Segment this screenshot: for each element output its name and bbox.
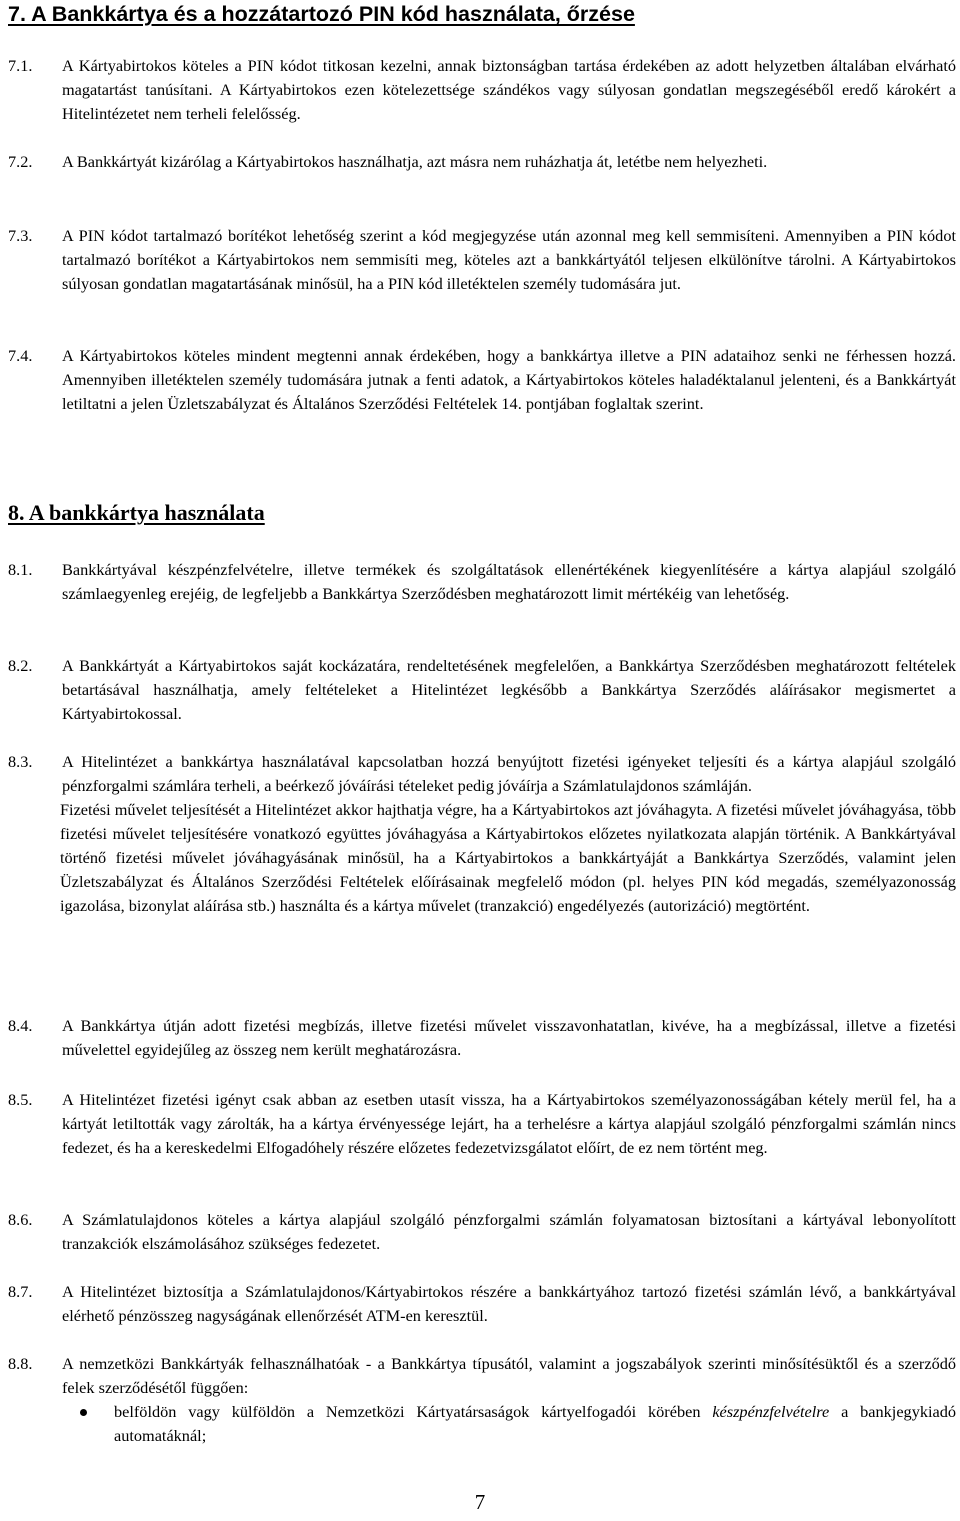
paragraph-number: 7.1. [8, 56, 33, 75]
paragraph-number: 7.2. [8, 152, 33, 171]
paragraph-text: A Kártyabirtokos köteles mindent megtenni annak érdekében, hogy a bankkártya illetve a PIN adataihoz senki ne férhessen hozzá. Amennyiben illetéktelen személy tudomására jutnak a fenti adatok, a Kártyabirtokos köteles haladéktalanul jelenteni, és a Bankkártyát letiltatni a jelen Üzletszabályzat és Általános Szerződési Feltételek 14. pontjában foglaltak szerint. [62, 346, 956, 413]
paragraph-8-8 [8, 1352, 956, 1448]
bullet-dot-icon [80, 1409, 87, 1416]
paragraph-number: 7.4. [8, 346, 33, 365]
paragraph-number: 8.2. [8, 656, 33, 675]
paragraph-text: A Hitelintézet biztosítja a Számlatulajdonos/Kártyabirtokos részére a bankkártyához tartozó fizetési számlán lévő, a bankkártyával elérhető pénzösszeg nagyságának ellenőrzését ATM-en keresztül. [62, 1282, 956, 1325]
paragraph-8-4 [8, 1014, 956, 1062]
paragraph-text: A Kártyabirtokos köteles a PIN kódot titkosan kezelni, annak biztonságban tartása érdekében az adott helyzetben általában elvárható magatartást tanúsítani. A Kártyabirtokos ezen kötelezettsége szándékos vagy súlyosan gondatlan megszegéséből eredő károkért a Hitelintézetet nem terheli felelősség. [62, 56, 956, 123]
section-8-heading: 8. A bankkártya használata [8, 500, 265, 525]
section-7-heading: 7. A Bankkártya és a hozzátartozó PIN kód használata, őrzése [8, 2, 635, 26]
paragraph-text: A Bankkártya útján adott fizetési megbízás, illetve fizetési művelet visszavonhatatlan, kivéve, ha a megbízással, illetve a fizetési művelettel egyidejűleg az összeg nem került meghatározásra. [62, 1016, 956, 1059]
paragraph-number: 8.4. [8, 1016, 33, 1035]
bullet-list [62, 1400, 956, 1448]
paragraph-8-1 [8, 558, 956, 606]
paragraph-text: A Bankkártyát a Kártyabirtokos saját kockázatára, rendeltetésének megfelelően, a Bankkártya Szerződésben meghatározott feltételek betartásával használhatja, amely feltételeket a Hitelintézet legkésőbb a Bankkártya Szerződés aláírásakor megismertet a Kártyabirtokossal. [62, 656, 956, 723]
paragraph-text: A PIN kódot tartalmazó borítékot lehetőség szerint a kód megjegyzése után azonnal meg kell semmisíteni. Amennyiben a PIN kódot tartalmazó borítékot a Kártyabirtokos nem semmisíti meg, köteles azt a bankkártyától teljesen elkülönítve tárolni. A Kártyabirtokos súlyosan gondatlan magatartásának minősül, ha a PIN kód illetéktelen személy tudomására jut. [62, 226, 956, 293]
paragraph-number: 8.1. [8, 560, 33, 579]
paragraph-number: 7.3. [8, 226, 33, 245]
paragraph-text: A nemzetközi Bankkártyák felhasználhatóak - a Bankkártya típusától, valamint a jogszabályok szerinti minősítésüktől és a szerződő felek szerződésétől függően: [62, 1354, 956, 1397]
paragraph-text: A Bankkártyát kizárólag a Kártyabirtokos használhatja, azt másra nem ruházhatja át, letétbe nem helyezheti. [62, 152, 768, 171]
paragraph-8-3 [8, 750, 956, 918]
paragraph-7-2 [8, 150, 956, 174]
paragraph-number: 8.5. [8, 1090, 33, 1109]
paragraph-number: 8.7. [8, 1282, 33, 1301]
bullet-italic-text: készpénzfelvételre [712, 1402, 830, 1421]
bullet-text-end: a bankjegykiadó automatáknál; [114, 1402, 957, 1445]
bullet-text: belföldön vagy külföldön a Nemzetközi Kártyatársaságok kártyelfogadói körében [114, 1402, 701, 1421]
page-number: 7 [474, 1490, 486, 1514]
bullet-item [62, 1400, 956, 1448]
paragraph-text: Bankkártyával készpénzfelvételre, illetve termékek és szolgáltatások ellenértékének kiegyenlítésére a kártya alapjául szolgáló számlaegyenleg erejéig, de legfeljebb a Bankkártya Szerződésben meghatározott limit mértékéig van lehetőség. [62, 560, 956, 603]
paragraph-8-5 [8, 1088, 956, 1160]
paragraph-8-2 [8, 654, 956, 726]
paragraph-text: A Hitelintézet a bankkártya használatával kapcsolatban hozzá benyújtott fizetési igényeket teljesíti és a kártya alapjául szolgáló pénzforgalmi számlára terheli, a beérkező jóváírási tételeket pedig jóváírja a Számlatulajdonos számláján. [62, 752, 956, 795]
paragraph-number: 8.6. [8, 1210, 33, 1229]
paragraph-7-3 [8, 224, 956, 296]
paragraph-number: 8.8. [8, 1354, 33, 1373]
paragraph-8-7 [8, 1280, 956, 1328]
paragraph-continuation: Fizetési művelet teljesítését a Hitelintézet akkor hajthatja végre, ha a Kártyabirtokos azt jóváhagyta. A fizetési művelet jóváhagyása, több fizetési művelet teljesítésére vonatkozó együttes jóváhagyása a Kártyabirtokos előzetes nyilatkozata alapján történik. A Bankkártyával történő fizetési művelet jóváhagyásának minősül, ha a Kártyabirtokos a bankkártyáját a Bankkártya Szerződés, valamint jelen Üzletszabályzat és Általános Szerződési Feltételek előírásainak megfelelő módon (pl. helyes PIN kód megadás, személyazonosság igazolása, bizonylat aláírása stb.) használta és a kártya művelet (tranzakció) engedélyezés (autorizáció) megtörtént. [60, 800, 956, 915]
paragraph-number: 8.3. [8, 752, 33, 771]
paragraph-text: A Hitelintézet fizetési igényt csak abban az esetben utasít vissza, ha a Kártyabirtokos személyazonosságában kétely merül fel, ha a kártyát letiltották vagy zárolták, ha a kártya érvényessége lejárt, ha a terhelésre a kártya alapjául szolgáló pénzforgalmi számlán nincs fedezet, és ha a kereskedelmi Elfogadóhely részére előzetes fedezetvizsgálatot előírt, de ez nem történt meg. [62, 1090, 956, 1157]
paragraph-text: A Számlatulajdonos köteles a kártya alapjául szolgáló pénzforgalmi számlán folyamatosan biztosítani a kártyával lebonyolított tranzakciók elszámolásához szükséges fedezetet. [62, 1210, 956, 1253]
paragraph-8-6 [8, 1208, 956, 1256]
paragraph-7-1 [8, 54, 956, 126]
paragraph-7-4 [8, 344, 956, 416]
